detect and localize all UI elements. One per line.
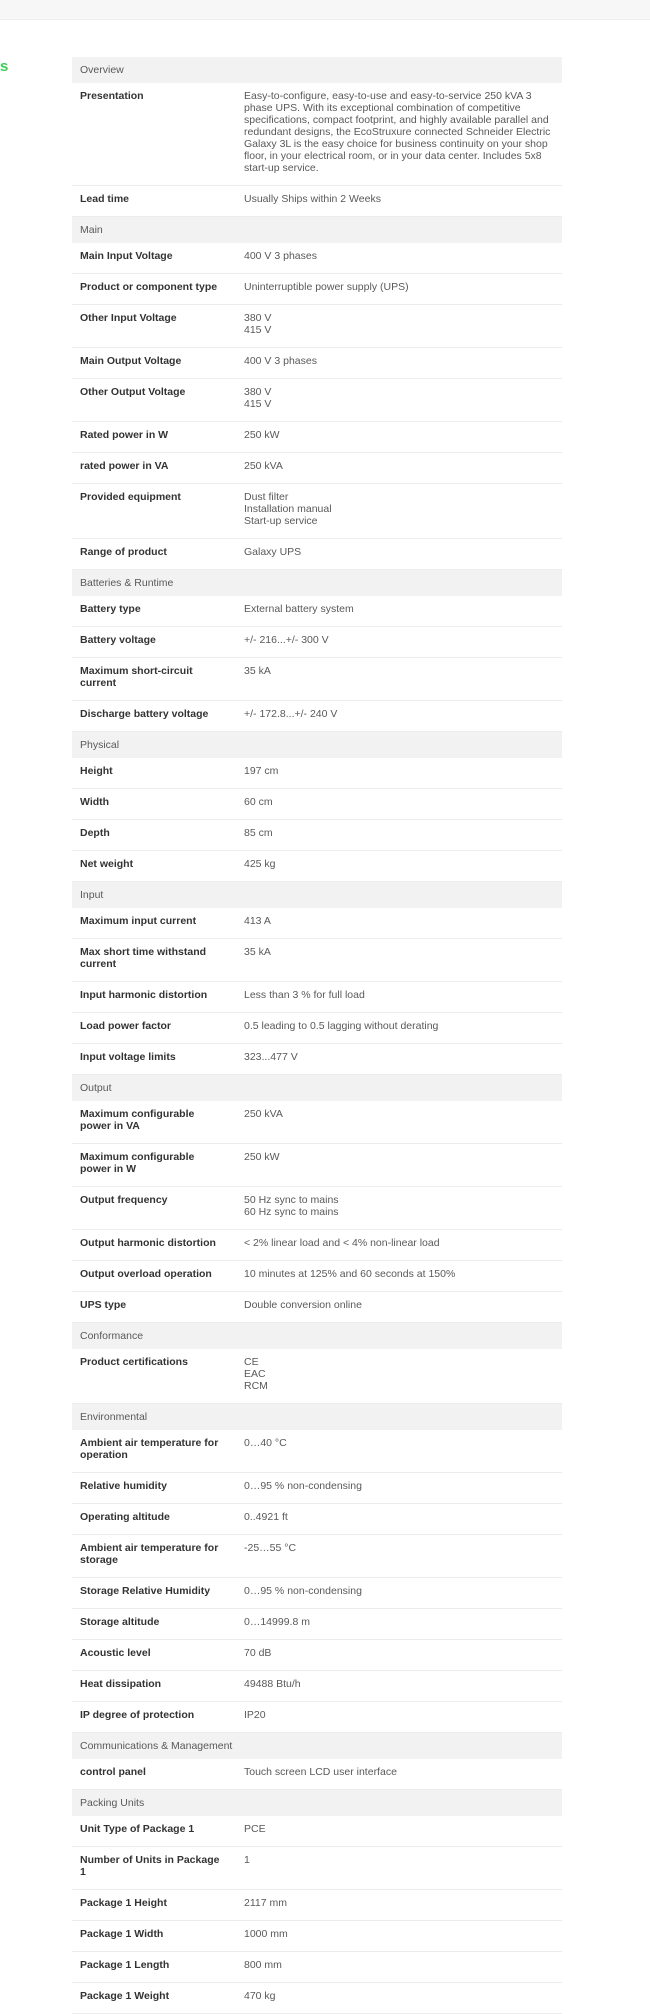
specifications-body [72,57,562,2014]
spec-value [236,1144,562,1187]
spec-label: Main Output Voltage [72,348,236,379]
spec-value-line: 35 kA [244,946,271,958]
spec-label: Storage Relative Humidity [72,1578,236,1609]
spec-label: Provided equipment [72,484,236,539]
spec-label: Number of Units in Package 1 [72,1847,236,1890]
spec-value-line: 0…14999.8 m [244,1616,310,1628]
spec-row-main-input-voltage [72,243,562,274]
spec-value [236,1671,562,1702]
spec-value-line: 50 Hz sync to mains [244,1194,339,1206]
spec-row-operating-altitude [72,1504,562,1535]
spec-value-line: 415 V [244,398,272,410]
spec-row-ambient-air-temperature-for-operation [72,1430,562,1473]
spec-label: Output harmonic distortion [72,1230,236,1261]
section-header-conformance [72,1323,562,1350]
spec-value-line: RCM [244,1380,268,1392]
spec-row-other-input-voltage [72,305,562,348]
spec-label: Ambient air temperature for storage [72,1535,236,1578]
spec-value-line: 1 [244,1854,250,1866]
spec-value [236,348,562,379]
spec-label: Storage altitude [72,1609,236,1640]
section-header-packing-units [72,1790,562,1817]
spec-label: Width [72,789,236,820]
spec-value [236,1473,562,1504]
spec-row-product-certifications [72,1349,562,1404]
spec-row-height [72,758,562,789]
spec-value-line: 413 A [244,915,271,927]
spec-value [236,820,562,851]
spec-row-other-output-voltage [72,379,562,422]
spec-row-maximum-configurable-power-in-w [72,1144,562,1187]
spec-label: Operating altitude [72,1504,236,1535]
spec-value-line: +/- 172.8...+/- 240 V [244,708,338,720]
partial-heading: s [0,58,9,75]
spec-row-storage-altitude [72,1609,562,1640]
spec-value-line: 0…95 % non-condensing [244,1585,362,1597]
spec-value-line: 250 kVA [244,1108,283,1120]
spec-row-discharge-battery-voltage [72,701,562,732]
spec-row-unit-type-of-package-1 [72,1816,562,1847]
spec-row-presentation [72,83,562,186]
section-header-input [72,882,562,909]
section-header-batteries-runtime [72,570,562,597]
spec-label: Maximum configurable power in VA [72,1101,236,1144]
spec-row-package-1-width [72,1921,562,1952]
top-bar [0,0,650,20]
spec-value [236,1921,562,1952]
spec-value-line: 250 kVA [244,460,283,472]
spec-value [236,379,562,422]
spec-value-line: 0.5 leading to 0.5 lagging without derating [244,1020,439,1032]
spec-value-line: EAC [244,1368,266,1380]
spec-row-input-harmonic-distortion [72,982,562,1013]
spec-value [236,658,562,701]
spec-value [236,701,562,732]
spec-row-max-short-time-withstand-current [72,939,562,982]
spec-row-package-1-weight [72,1983,562,2014]
spec-row-rated-power-in-va [72,453,562,484]
spec-label: Product or component type [72,274,236,305]
spec-label: Heat dissipation [72,1671,236,1702]
spec-value [236,1261,562,1292]
section-header-physical [72,732,562,759]
spec-value-line: CE [244,1356,259,1368]
section-title: Conformance [72,1323,562,1350]
spec-label: Package 1 Weight [72,1983,236,2014]
spec-label: Acoustic level [72,1640,236,1671]
spec-label: Discharge battery voltage [72,701,236,732]
section-title: Batteries & Runtime [72,570,562,597]
spec-row-maximum-configurable-power-in-va [72,1101,562,1144]
spec-value-line: 2117 mm [244,1897,287,1909]
spec-value [236,1044,562,1075]
spec-row-package-1-length [72,1952,562,1983]
spec-label: Maximum input current [72,908,236,939]
spec-value [236,596,562,627]
spec-value-line: 85 cm [244,827,273,839]
spec-value-line: 60 Hz sync to mains [244,1206,339,1218]
spec-value-line: 470 kg [244,1990,276,2002]
spec-row-control-panel [72,1759,562,1790]
spec-label: Other Output Voltage [72,379,236,422]
spec-label: Net weight [72,851,236,882]
section-title: Overview [72,57,562,83]
section-title: Main [72,217,562,244]
spec-row-storage-relative-humidity [72,1578,562,1609]
spec-value [236,789,562,820]
spec-value [236,1702,562,1733]
spec-value [236,422,562,453]
spec-row-ambient-air-temperature-for-storage [72,1535,562,1578]
spec-label: Relative humidity [72,1473,236,1504]
spec-label: Maximum configurable power in W [72,1144,236,1187]
spec-value-line: Less than 3 % for full load [244,989,365,1001]
spec-row-output-frequency [72,1187,562,1230]
spec-value [236,1759,562,1790]
spec-value-line: 800 mm [244,1959,282,1971]
spec-row-load-power-factor [72,1013,562,1044]
spec-value-line: 400 V 3 phases [244,355,317,367]
spec-row-battery-type [72,596,562,627]
spec-value-line: +/- 216...+/- 300 V [244,634,329,646]
spec-label: Product certifications [72,1349,236,1404]
specifications-table [72,57,562,2014]
spec-value [236,539,562,570]
spec-value-line: 35 kA [244,665,271,677]
spec-row-package-1-height [72,1890,562,1921]
spec-value [236,1890,562,1921]
spec-value [236,484,562,539]
spec-value [236,1430,562,1473]
section-title: Environmental [72,1404,562,1431]
spec-value [236,1983,562,2014]
spec-label: IP degree of protection [72,1702,236,1733]
spec-value [236,908,562,939]
spec-value [236,1952,562,1983]
spec-label: Battery type [72,596,236,627]
spec-value-line: Easy-to-configure, easy-to-use and easy-to-service 250 kVA 3 phase UPS. With its exceptional combination of competitive specifications, compact footprint, and highly available parallel and redundant designs, the EcoStruxure connected Schneider Electric Galaxy 3L is the easy choice for business continuity on your shop floor, in your electrical room, or in your data center. Includes 5x8 start-up service. [244,90,551,174]
section-title: Input [72,882,562,909]
spec-value-line: 400 V 3 phases [244,250,317,262]
spec-value-line: IP20 [244,1709,266,1721]
spec-value-line: 10 minutes at 125% and 60 seconds at 150% [244,1268,456,1280]
spec-value-line: < 2% linear load and < 4% non-linear load [244,1237,440,1249]
spec-label: Other Input Voltage [72,305,236,348]
spec-label: UPS type [72,1292,236,1323]
spec-value [236,1609,562,1640]
section-header-main [72,217,562,244]
spec-row-depth [72,820,562,851]
spec-value [236,1349,562,1404]
spec-value [236,758,562,789]
spec-value-line: 197 cm [244,765,279,777]
spec-value [236,1187,562,1230]
spec-value-line: 0…95 % non-condensing [244,1480,362,1492]
spec-row-lead-time [72,186,562,217]
spec-value-line: Uninterruptible power supply (UPS) [244,281,409,293]
spec-label: Package 1 Width [72,1921,236,1952]
spec-label: Load power factor [72,1013,236,1044]
spec-row-product-or-component-type [72,274,562,305]
spec-label: Package 1 Length [72,1952,236,1983]
spec-value [236,1292,562,1323]
spec-value [236,1816,562,1847]
section-header-environmental [72,1404,562,1431]
spec-value-line: 380 V [244,386,272,398]
spec-value [236,453,562,484]
spec-row-ups-type [72,1292,562,1323]
spec-row-heat-dissipation [72,1671,562,1702]
spec-value-line: Galaxy UPS [244,546,302,558]
spec-value-line: 380 V [244,312,272,324]
spec-value [236,1535,562,1578]
spec-label: Input voltage limits [72,1044,236,1075]
spec-value-line: Installation manual [244,503,332,515]
spec-value [236,1578,562,1609]
spec-value [236,1013,562,1044]
spec-label: Package 1 Height [72,1890,236,1921]
spec-label: Range of product [72,539,236,570]
spec-value-line: 0..4921 ft [244,1511,288,1523]
spec-row-net-weight [72,851,562,882]
spec-row-rated-power-in-w [72,422,562,453]
spec-value-line: 1000 mm [244,1928,288,1940]
spec-value [236,305,562,348]
spec-value-line: Usually Ships within 2 Weeks [244,193,381,205]
spec-label: Height [72,758,236,789]
spec-value-line: 250 kW [244,429,280,441]
spec-value [236,1640,562,1671]
spec-value-line: External battery system [244,603,354,615]
spec-value-line: 49488 Btu/h [244,1678,301,1690]
spec-row-input-voltage-limits [72,1044,562,1075]
section-header-output [72,1075,562,1102]
spec-label: Maximum short-circuit current [72,658,236,701]
spec-value [236,1504,562,1535]
spec-value-line: 323...477 V [244,1051,298,1063]
spec-row-output-overload-operation [72,1261,562,1292]
spec-value-line: 250 kW [244,1151,280,1163]
section-title: Communications & Management [72,1733,562,1760]
section-title: Output [72,1075,562,1102]
spec-value-line: Double conversion online [244,1299,362,1311]
spec-label: Main Input Voltage [72,243,236,274]
spec-value [236,939,562,982]
spec-label: Ambient air temperature for operation [72,1430,236,1473]
spec-value [236,851,562,882]
spec-value-line: Touch screen LCD user interface [244,1766,397,1778]
spec-label: Max short time withstand current [72,939,236,982]
spec-value [236,1230,562,1261]
spec-value-line: 0…40 °C [244,1437,287,1449]
spec-label: Unit Type of Package 1 [72,1816,236,1847]
spec-value [236,1847,562,1890]
spec-value-line: 415 V [244,324,272,336]
spec-value-line: Start-up service [244,515,318,527]
spec-value-line: Dust filter [244,491,289,503]
spec-value [236,982,562,1013]
spec-row-output-harmonic-distortion [72,1230,562,1261]
spec-label: rated power in VA [72,453,236,484]
spec-label: Output frequency [72,1187,236,1230]
spec-row-ip-degree-of-protection [72,1702,562,1733]
spec-value-line: 60 cm [244,796,273,808]
spec-row-acoustic-level [72,1640,562,1671]
spec-label: control panel [72,1759,236,1790]
spec-label: Presentation [72,83,236,186]
spec-value-line: 70 dB [244,1647,272,1659]
section-title: Physical [72,732,562,759]
spec-label: Output overload operation [72,1261,236,1292]
spec-label: Rated power in W [72,422,236,453]
spec-row-provided-equipment [72,484,562,539]
spec-value [236,243,562,274]
spec-value [236,1101,562,1144]
spec-row-width [72,789,562,820]
spec-label: Depth [72,820,236,851]
section-header-communications-management [72,1733,562,1760]
spec-row-number-of-units-in-package-1 [72,1847,562,1890]
spec-value [236,274,562,305]
spec-value [236,186,562,217]
spec-value [236,627,562,658]
spec-row-main-output-voltage [72,348,562,379]
spec-value-line: -25…55 °C [244,1542,297,1554]
spec-row-maximum-short-circuit-current [72,658,562,701]
spec-row-maximum-input-current [72,908,562,939]
section-header-overview [72,57,562,83]
spec-label: Input harmonic distortion [72,982,236,1013]
spec-label: Battery voltage [72,627,236,658]
spec-label: Lead time [72,186,236,217]
spec-value-line: PCE [244,1823,266,1835]
spec-value-line: 425 kg [244,858,276,870]
spec-row-range-of-product [72,539,562,570]
spec-row-relative-humidity [72,1473,562,1504]
spec-row-battery-voltage [72,627,562,658]
section-title: Packing Units [72,1790,562,1817]
spec-value [236,83,562,186]
